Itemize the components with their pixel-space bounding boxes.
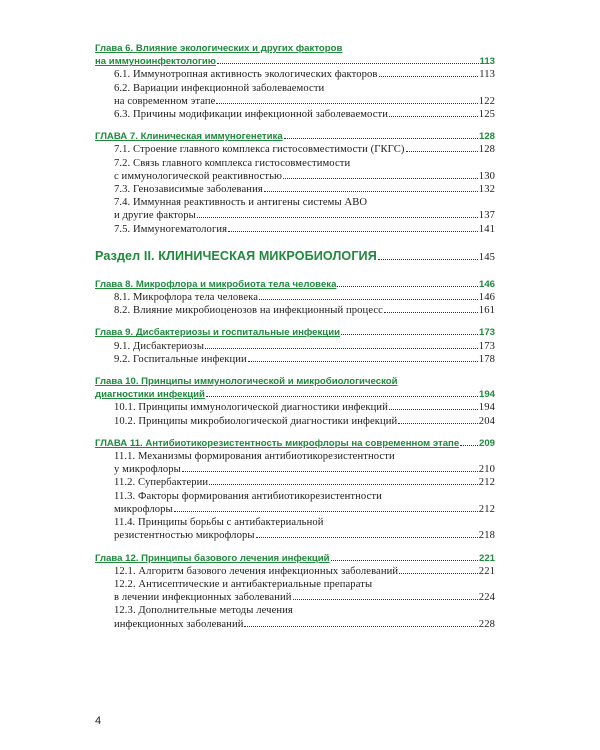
chapter-heading-text: ГЛАВА 11. Антибиотикорезистентность микрофлоры на современном этапе [95, 437, 460, 449]
toc-item-text: 7.5. Иммуногематология [114, 223, 228, 235]
toc-item-text: 12.3. Дополнительные методы лечения [114, 605, 293, 617]
table-of-contents [95, 42, 495, 640]
toc-item-text: 12.1. Алгоритм базового лечения инфекционных заболеваний [114, 565, 399, 577]
chapter-heading [95, 388, 495, 401]
dot-leader [259, 299, 478, 300]
chapter-heading [95, 55, 495, 68]
dot-leader [256, 537, 478, 538]
toc-item-text: 8.2. Влияние микробиоценозов на инфекционный процесс [114, 305, 383, 317]
toc-item [95, 304, 495, 317]
toc-item-text: 6.2. Вариации инфекционной заболеваемости [114, 82, 325, 94]
toc-item [95, 565, 495, 578]
toc-item [95, 463, 495, 476]
dot-leader [384, 312, 478, 313]
dot-leader [284, 138, 478, 139]
toc-item-page: 204 [478, 415, 495, 427]
toc-item [95, 353, 495, 366]
dot-leader [331, 560, 478, 561]
chapter-heading-text: Глава 8. Микрофлора и микробиота тела человека [95, 278, 337, 290]
section-heading-page: 145 [478, 251, 495, 263]
toc-item [95, 68, 495, 81]
chapter-heading-page: 128 [478, 131, 495, 143]
toc-item-page: 122 [478, 95, 495, 107]
chapter-heading-page: 209 [478, 437, 495, 449]
toc-item-text: 7.2. Связь главного комплекса гистосовместимости [114, 157, 351, 169]
toc-item-text: 11.4. Принципы борьбы с антибактериальной [114, 517, 324, 529]
dot-leader [389, 116, 478, 117]
chapter-heading-page: 173 [478, 327, 495, 339]
toc-item-text: на современном этапе [114, 95, 216, 107]
toc-item-page: 128 [478, 144, 495, 156]
toc-item-page: 221 [478, 565, 495, 577]
dot-leader [244, 626, 477, 627]
toc-item [95, 490, 495, 503]
page-number: 4 [95, 715, 102, 727]
dot-leader [341, 334, 478, 335]
toc-item [95, 618, 495, 631]
toc-item-text: 11.2. Супербактерии [114, 477, 209, 489]
toc-item [95, 170, 495, 183]
toc-item-page: 113 [479, 69, 495, 81]
toc-item-page: 146 [478, 292, 495, 304]
dot-leader [460, 445, 478, 446]
toc-item [95, 196, 495, 209]
toc-item-text: 7.1. Строение главного комплекса гистосовместимости (ГКГС) [114, 144, 405, 156]
toc-item-text: в лечении инфекционных заболеваний [114, 592, 292, 604]
toc-chapter [95, 42, 495, 121]
toc-item [95, 209, 495, 222]
toc-item-page: 228 [478, 618, 495, 630]
toc-chapter [95, 326, 495, 366]
toc-item-text: 9.1. Дисбактериозы [114, 340, 205, 352]
toc-item-text: 12.2. Антисептические и антибактериальные препараты [114, 578, 373, 590]
dot-leader [216, 103, 477, 104]
chapter-heading-page: 194 [478, 389, 495, 401]
dot-leader [182, 471, 478, 472]
toc-item [95, 476, 495, 489]
dot-leader [264, 191, 478, 192]
toc-item-text: микрофлоры [114, 503, 173, 515]
toc-chapter [95, 375, 495, 428]
toc-item [95, 591, 495, 604]
dot-leader [283, 178, 478, 179]
dot-leader [337, 286, 478, 287]
dot-leader [399, 573, 478, 574]
dot-leader [197, 217, 478, 218]
toc-item-text: 9.2. Госпитальные инфекции [114, 353, 247, 365]
toc-item-page: 161 [478, 305, 495, 317]
dot-leader [398, 423, 477, 424]
toc-item-page: 218 [478, 530, 495, 542]
toc-item-text: 10.2. Принципы микробиологической диагностики инфекций [114, 415, 398, 427]
toc-item [95, 291, 495, 304]
dot-leader [379, 76, 479, 77]
chapter-heading [95, 130, 495, 143]
toc-item-page: 125 [478, 109, 495, 121]
toc-item-text: резистентностью микрофлоры [114, 530, 255, 542]
dot-leader [378, 259, 478, 260]
toc-item-page: 212 [478, 503, 495, 515]
toc-item [95, 401, 495, 414]
toc-item-page: 132 [478, 184, 495, 196]
toc-item-text: 6.1. Иммунотропная активность экологических факторов [114, 69, 378, 81]
chapter-heading-text: диагностики инфекций [95, 389, 205, 401]
chapter-heading [95, 326, 495, 339]
toc-chapter [95, 437, 495, 543]
toc-item-page: 194 [478, 402, 495, 414]
chapter-heading [95, 437, 495, 450]
toc-item-text: инфекционных заболеваний [114, 618, 244, 630]
toc-item-text: 7.4. Иммунная реактивность и антигены системы АВО [114, 197, 368, 209]
toc-item [95, 223, 495, 236]
toc-item [95, 183, 495, 196]
dot-leader [217, 63, 479, 64]
toc-item-page: 224 [478, 592, 495, 604]
chapter-heading-text: на иммуноинфектологию [95, 56, 216, 68]
dot-leader [389, 409, 478, 410]
chapter-heading [95, 42, 495, 55]
toc-item-page: 210 [478, 464, 495, 476]
chapter-heading-text: ГЛАВА 7. Клиническая иммуногенетика [95, 131, 283, 143]
dot-leader [248, 361, 478, 362]
toc-item-page: 212 [478, 477, 495, 489]
toc-item [95, 143, 495, 156]
chapter-heading [95, 375, 495, 388]
toc-item [95, 95, 495, 108]
chapter-heading-page: 221 [478, 552, 495, 564]
toc-item [95, 450, 495, 463]
toc-chapter [95, 130, 495, 236]
toc-item [95, 82, 495, 95]
chapter-heading-text: Глава 9. Дисбактериозы и госпитальные инфекции [95, 327, 340, 339]
toc-item-text: с иммунологической реактивностью [114, 170, 283, 182]
dot-leader [406, 151, 478, 152]
toc-item [95, 415, 495, 428]
toc-item-text: и другие факторы [114, 210, 196, 222]
toc-item [95, 604, 495, 617]
toc-item-text: 10.1. Принципы иммунологической диагностики инфекций [114, 402, 388, 414]
toc-item-text: 7.3. Генозависимые заболевания [114, 184, 263, 196]
dot-leader [174, 511, 478, 512]
toc-item [95, 157, 495, 170]
toc-item-text: 6.3. Причины модификации инфекционной заболеваемости [114, 109, 389, 121]
chapter-heading-text: Глава 10. Принципы иммунологической и микробиологической [95, 376, 398, 388]
dot-leader [293, 599, 478, 600]
toc-item [95, 340, 495, 353]
toc-item-page: 141 [478, 223, 495, 235]
dot-leader [205, 348, 478, 349]
toc-item-text: 11.3. Факторы формирования антибиотикорезистентности [114, 490, 382, 502]
dot-leader [206, 396, 478, 397]
toc-item-text: 11.1. Механизмы формирования антибиотикорезистентности [114, 451, 395, 463]
chapter-heading [95, 278, 495, 291]
toc-item-page: 130 [478, 170, 495, 182]
dot-leader [209, 484, 478, 485]
dot-leader [228, 231, 478, 232]
toc-item [95, 578, 495, 591]
chapter-heading-text: Глава 6. Влияние экологических и других факторов [95, 43, 343, 54]
chapter-heading-page: 146 [478, 278, 495, 290]
toc-item [95, 108, 495, 121]
toc-chapter [95, 278, 495, 318]
toc-item-text: у микрофлоры [114, 464, 181, 476]
toc-item-page: 178 [478, 353, 495, 365]
section-heading [95, 248, 495, 266]
toc-item [95, 529, 495, 542]
chapter-heading-text: Глава 12. Принципы базового лечения инфекций [95, 552, 330, 564]
toc-item-page: 137 [478, 210, 495, 222]
chapter-heading-page: 113 [479, 56, 495, 68]
toc-item-page: 173 [478, 340, 495, 352]
toc-item-text: 8.1. Микрофлора тела человека [114, 292, 259, 304]
toc-item [95, 516, 495, 529]
chapter-heading [95, 552, 495, 565]
toc-item [95, 503, 495, 516]
toc-chapter [95, 552, 495, 631]
section-heading-text: Раздел II. КЛИНИЧЕСКАЯ МИКРОБИОЛОГИЯ [95, 248, 377, 263]
